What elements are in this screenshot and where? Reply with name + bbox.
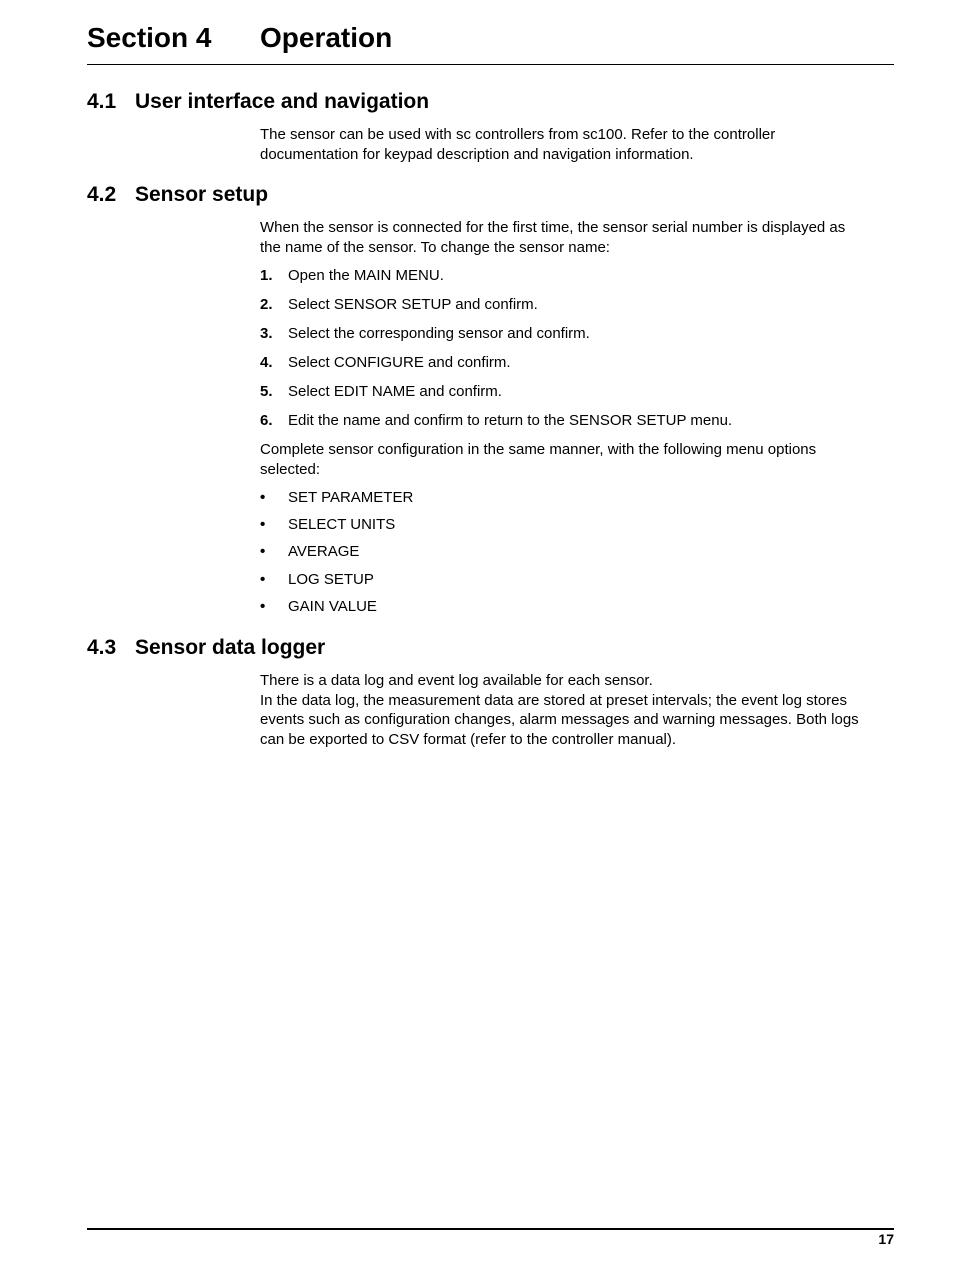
step-number: 5. [260,383,273,400]
text-line: can be exported to CSV format (refer to the controller manual). [260,730,677,748]
text-line: Complete sensor configuration in the same manner, with the following menu options [260,441,817,458]
numbered-step [260,411,732,430]
bullet-item [260,597,377,616]
option-text: SET PARAMETER [288,489,414,506]
step-text: Select SENSOR SETUP and confirm. [288,296,538,313]
text-line: When the sensor is connected for the first time, the sensor serial number is displayed as [260,219,846,236]
option-text: SELECT UNITS [288,516,396,533]
numbered-step [260,324,590,343]
bullet-item [260,515,395,534]
numbered-step [260,266,444,285]
heading-title: Sensor data logger [135,636,326,659]
heading-number: 4.2 [87,183,117,206]
bullet-item [260,488,413,507]
section-title: Operation [260,22,393,53]
text-line: selected: [260,460,321,478]
step-number: 3. [260,325,273,342]
step-number: 2. [260,296,273,313]
text-line: events such as configuration changes, alarm messages and warning messages. Both logs [260,711,859,728]
heading-number: 4.1 [87,90,117,113]
heading-number: 4.3 [87,636,117,659]
option-text: LOG SETUP [288,571,374,588]
step-number: 4. [260,354,273,371]
paragraph-4-1 [260,125,900,164]
paragraph-4-3 [260,671,900,749]
section-number: Section 4 [87,22,212,53]
text-line: the name of the sensor. To change the sensor name: [260,238,610,256]
bullet-icon: • [260,516,266,533]
text-line: The sensor can be used with sc controllers from sc100. Refer to the controller [260,126,776,143]
bullet-item [260,542,359,561]
bullet-icon: • [260,543,266,560]
heading-4-1 [87,89,429,115]
step-text: Select EDIT NAME and confirm. [288,383,502,400]
text-line: In the data log, the measurement data are stored at preset intervals; the event log stores [260,691,848,709]
step-text: Select CONFIGURE and confirm. [288,354,511,371]
option-text: GAIN VALUE [288,598,377,615]
page-number: 17 [878,1231,894,1247]
step-text: Select the corresponding sensor and confirm. [288,325,590,342]
heading-4-2 [87,182,268,208]
step-number: 1. [260,267,273,284]
bullet-icon: • [260,489,266,506]
step-number: 6. [260,412,273,429]
step-text: Open the MAIN MENU. [288,267,444,284]
page-header [87,18,894,65]
heading-4-3 [87,635,325,661]
option-text: AVERAGE [288,543,360,560]
numbered-step [260,353,511,372]
paragraph-4-2-outro [260,440,900,479]
bullet-icon: • [260,571,266,588]
step-text: Edit the name and confirm to return to the SENSOR SETUP menu. [288,412,733,429]
text-line: There is a data log and event log available for each sensor. [260,672,653,689]
bullet-icon: • [260,598,266,615]
heading-title: Sensor setup [135,183,269,206]
heading-title: User interface and navigation [135,90,430,113]
paragraph-4-2-intro [260,218,900,257]
numbered-step [260,382,502,401]
footer-rule [87,1228,894,1230]
bullet-item [260,570,374,589]
text-line: documentation for keypad description and navigation information. [260,145,694,163]
numbered-step [260,295,538,314]
